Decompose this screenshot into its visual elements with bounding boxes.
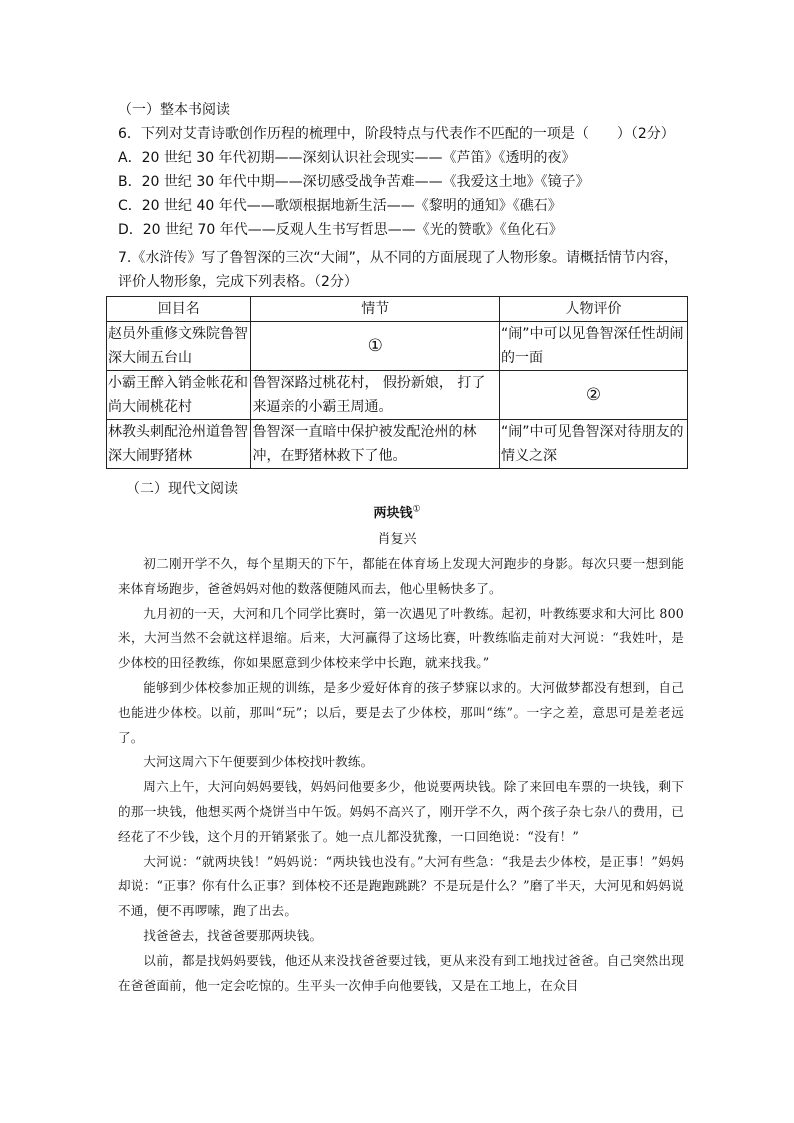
footnote-marker: ①: [412, 504, 421, 515]
question-6-option-b: B．20 世纪 30 年代中期——深切感受战争苦难——《我爱这土地》《镜子》: [118, 174, 590, 190]
table-header-plot: 情节: [251, 297, 500, 322]
section-heading-whole-book: （一）整本书阅读: [118, 102, 230, 118]
table-row: [107, 371, 688, 420]
section-heading-modern-reading: （二）现代文阅读: [126, 481, 238, 497]
story-paragraph: 大河这周六下午便要到少体校找叶教练。: [143, 754, 374, 770]
blank-marker-1: ①: [251, 322, 500, 371]
table-cell-chapter: 林教头刺配沧州道鲁智深大闹野猪林: [107, 420, 251, 469]
story-body: [118, 552, 684, 998]
plot-table: [106, 296, 688, 469]
story-paragraph: 大河说：“就两块钱！”妈妈说：“两块钱也没有。”大河有些急：“我是去少体校，是正事！”妈妈却说：“正事？你有什么正事？到体校不还是跑跑跳跳？不是玩是什么？”磨了半天，大河见和妈妈说不通，便不再啰嗦，跑了出去。: [118, 853, 684, 919]
question-6-stem: 6．下列对艾青诗歌创作历程的梳理中，阶段特点与代表作不匹配的一项是（ ）（2分）: [118, 126, 675, 142]
table-cell-chapter: 赵员外重修文殊院鲁智深大闹五台山: [107, 322, 251, 371]
story-title-text: 两块钱: [373, 506, 413, 521]
table-cell-evaluation: “闹”中可以见鲁智深任性胡闹的一面: [500, 322, 688, 371]
question-7-stem-line2: 评价人物形象，完成下列表格。（2分）: [118, 274, 358, 290]
table-cell-evaluation: “闹”中可见鲁智深对待朋友的情义之深: [500, 420, 688, 469]
story-author: 肖复兴: [377, 532, 417, 547]
question-6-option-c: C．20 世纪 40 年代——歌颂根据地新生活——《黎明的通知》《礁石》: [118, 198, 562, 214]
table-header-evaluation: 人物评价: [500, 297, 688, 322]
story-title: [0, 502, 794, 521]
story-paragraph: 周六上午，大河向妈妈要钱，妈妈问他要多少，他说要两块钱。除了来回电车票的一块钱，剩下的那一块钱，他想买两个烧饼当中午饭。妈妈不高兴了，刚开学不久，两个孩子杂七杂八的费用，已经花了不少钱，这个月的开销紧张了。她一点儿都没犹豫，一口回绝说：“没有！”: [118, 779, 684, 844]
table-row: [107, 420, 688, 469]
table-cell-chapter: 小霸王醉入销金帐花和尚大闹桃花村: [107, 371, 251, 420]
table-header-row: [107, 297, 688, 322]
question-6-option-d: D．20 世纪 70 年代——反观人生书写哲思——《光的赞歌》《鱼化石》: [118, 222, 563, 238]
table-header-chapter: 回目名: [107, 297, 251, 322]
question-7-stem-line1: 7.《水浒传》写了鲁智深的三次“大闹”，从不同的方面展现了人物形象。请概括情节内容，: [118, 250, 678, 266]
blank-marker-2: ②: [500, 371, 688, 420]
story-paragraph: 九月初的一天，大河和几个同学比赛时，第一次遇见了叶教练。起初，叶教练要求和大河比 800 米，大河当然不会就这样退缩。后来，大河赢得了这场比赛，叶教练临走前对大河说：“我姓叶，是少体校的田径教练，你如果愿意到少体校来学中长跑，就来找我。”: [118, 605, 684, 671]
table-cell-plot: 鲁智深路过桃花村， 假扮新娘， 打了来逼亲的小霸王周通。: [251, 371, 500, 420]
question-6-option-a: A．20 世纪 30 年代初期——深刻认识社会现实——《芦笛》《透明的夜》: [118, 150, 576, 166]
story-paragraph: 找爸爸去，找爸爸要那两块钱。: [143, 927, 323, 943]
story-paragraph: 能够到少体校参加正规的训练，是多少爱好体育的孩子梦寐以求的。大河做梦都没有想到，自己也能进少体校。以前，那叫“玩”；以后，要是去了少体校，那叫“练”。一字之差，意思可是差老远了。: [118, 679, 684, 745]
story-paragraph: 初二刚开学不久，每个星期天的下午，都能在体育场上发现大河跑步的身影。每次只要一想到能来体育场跑步，爸爸妈妈对他的数落便随风而去，他心里畅快多了。: [118, 556, 684, 596]
table-row: [107, 322, 688, 371]
story-paragraph: 以前，都是找妈妈要钱，他还从来没找爸爸要过钱，更从来没有到工地找过爸爸。自己突然出现在爸爸面前，他一定会吃惊的。生平头一次伸手向他要钱，又是在工地上，在众目: [118, 952, 684, 993]
table-cell-plot: 鲁智深一直暗中保护被发配沧州的林冲，在野猪林救下了他。: [251, 420, 500, 469]
